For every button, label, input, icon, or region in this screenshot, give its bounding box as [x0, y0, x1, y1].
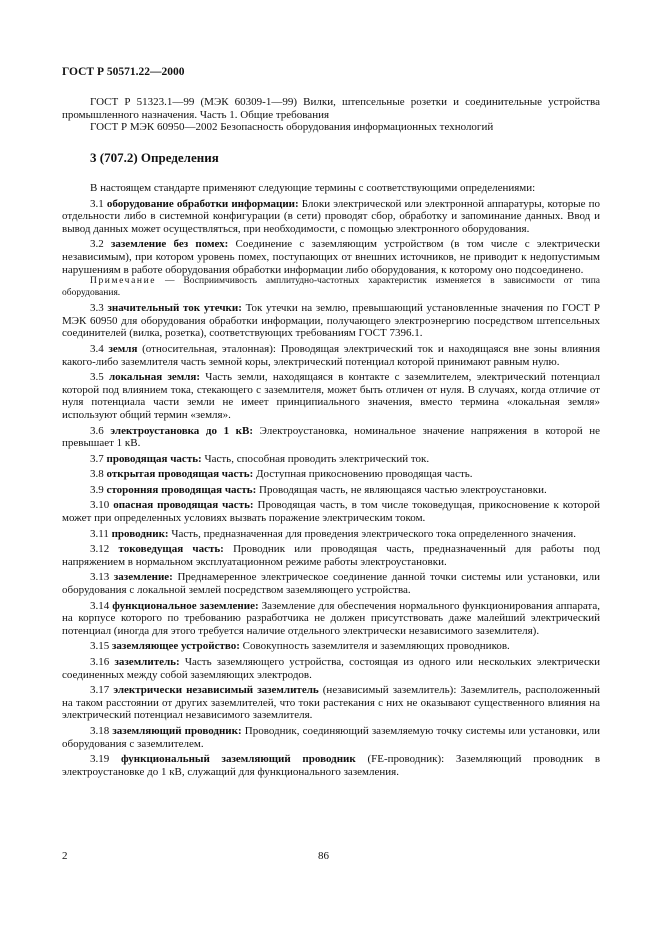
definition-number: 3.6: [90, 424, 104, 437]
definition-item: [62, 198, 600, 236]
definition-item: [62, 302, 600, 340]
definition-number: 3.1: [90, 197, 104, 210]
definition-term: значительный ток утечки:: [107, 302, 242, 315]
definition-text: Блоки электрической или электронной аппаратуры, которые по отдельности либо в системной конфигурации (в сети) проводят сбор, обработку и запоминание данных. Ввод и вывод данных может осуществляться, при необходимости, с помощью электронного оборудования.: [62, 197, 601, 235]
definition-number: 3.18: [90, 724, 110, 737]
definition-term: сторонняя проводящая часть:: [106, 483, 257, 496]
definition-text: Проводник, соединяющий заземляемую точку системы или установки, или оборудования с заземлителем.: [62, 724, 600, 750]
definition-text: (независимый заземлитель): Заземлитель, расположенный на таком расстоянии от других заземлителей, что токи растекания с них не оказывают существенного влияния на электрический потенциал независимого заземлителя.: [62, 684, 601, 722]
definition-number: 3.10: [90, 499, 110, 512]
definition-text: Доступная прикосновению проводящая часть.: [256, 468, 473, 481]
definition-item: [62, 343, 600, 368]
definition-text: Проводящая часть, не являющаяся частью электроустановки.: [259, 483, 547, 496]
definition-term: заземляющее устройство:: [112, 640, 240, 653]
definition-item: [62, 484, 600, 497]
definition-text: Часть, способная проводить электрический ток.: [204, 452, 430, 465]
definition-item: [62, 528, 600, 541]
reference-item: ГОСТ Р МЭК 60950—2002 Безопасность оборудования информационных технологий: [90, 121, 494, 134]
definition-text: Проводник или проводящая часть, предназначенный для работы под напряжением в нормальном эксплуатационном режиме работы электроустановки.: [62, 543, 600, 568]
definition-text: Преднамеренное электрическое соединение данной точки системы или установки, или оборудования с локальной землей посредством заземляющего устройства.: [62, 571, 601, 597]
definition-item: [62, 640, 600, 653]
definition-number: 3.7: [90, 452, 104, 465]
definition-item: [62, 238, 600, 276]
definition-number: 3.16: [90, 656, 110, 668]
definition-text: (FE-проводник): Заземляющий проводник в электроустановке до 1 кВ, служащий для функционального заземления.: [62, 753, 601, 778]
definition-item: [62, 725, 600, 750]
definition-text: Совокупность заземлителя и заземляющих проводников.: [242, 640, 510, 653]
definition-number: 3.17: [90, 684, 110, 697]
definition-item: [62, 753, 600, 778]
definition-item: [62, 600, 600, 638]
references-block: [62, 96, 600, 134]
definition-term: земля: [108, 342, 138, 355]
definition-term: электрически независимый заземлитель: [113, 684, 319, 697]
definition-text: Часть, предназначенная для проведения электрического тока определенного значения.: [171, 527, 576, 540]
definition-term: заземление без помех:: [110, 238, 229, 251]
definition-term: заземлитель:: [114, 656, 180, 668]
definition-item: [62, 425, 600, 450]
definition-number: 3.5: [90, 371, 104, 384]
definition-term: оборудование обработки информации:: [106, 197, 299, 210]
definition-number: 3.19: [90, 753, 110, 766]
definition-item: [62, 684, 600, 722]
definition-number: 3.2: [90, 238, 104, 251]
definition-item: [62, 656, 600, 681]
definition-number: 3.9: [90, 483, 104, 496]
document-header: ГОСТ Р 50571.22—2000: [62, 66, 185, 78]
note-text: — Восприимчивость амплитудно-частотных характеристик изменяется в зависимости от типа оборудования.: [62, 276, 600, 298]
definition-text: Ток утечки на землю, превышающий установленные значения по ГОСТ Р МЭК 60950 для оборудования обработки информации, получающего электроэнергию посредством штепсельных соединителей (вилка, розетка), соответствующих требованиям ГОСТ 7396.1.: [62, 302, 601, 340]
definition-item: [62, 453, 600, 466]
definition-text: Часть земли, находящаяся в контакте с заземлителем, электрический потенциал которой под влиянием тока, стекающего с заземлителя, может быть отличен от нуля. В случаях, когда отличие от нуля потенциала части земли не имеет принципиального значения, вместо термина «локальная земля» используют общий термин «земля».: [62, 371, 601, 421]
definition-text: Соединение с заземляющим устройством (в том числе с электрически независимым), при котором уровень помех, поступающих от внешних источников, не приводит к недопустимым нарушениям в работе оборудования обработки информации либо оборудования, к которому оно подсоединено.: [62, 238, 601, 276]
definition-term: электроустановка до 1 кВ:: [110, 424, 254, 437]
definition-item: [62, 499, 600, 524]
reference-item: ГОСТ Р 51323.1—99 (МЭК 60309-1—99) Вилки, штепсельные розетки и соединительные устройства промышленного назначения. Часть 1. Общие требования: [62, 96, 600, 121]
definitions-body: [62, 182, 600, 778]
definition-number: 3.14: [90, 599, 110, 612]
definition-term: функциональный заземляющий проводник: [120, 753, 356, 766]
definition-term: функциональное заземление:: [112, 599, 259, 612]
definition-term: токоведущая часть:: [118, 543, 224, 556]
definition-number: 3.11: [90, 527, 109, 540]
note-paragraph: [62, 276, 600, 299]
definitions-list-1: [62, 198, 600, 277]
note-label: Примечание: [90, 276, 157, 287]
definition-number: 3.12: [90, 543, 110, 556]
definition-term: открытая проводящая часть:: [106, 468, 254, 481]
definition-term: заземление:: [113, 571, 173, 584]
definition-number: 3.15: [90, 640, 110, 653]
section-title: 3 (707.2) Определения: [90, 150, 219, 165]
definition-number: 3.4: [90, 342, 104, 355]
definition-item: [62, 543, 600, 568]
definition-text: Часть заземляющего устройства, состоящая из одного или нескольких электрически соединенных между собой заземляющих электродов.: [62, 656, 601, 681]
page-number-left: 2: [62, 850, 68, 862]
definition-item: [62, 571, 600, 596]
definition-text: (относительная, эталонная): Проводящая электрический ток и находящаяся вне зоны влияния какого-либо заземлителя часть земной коры, электрический потенциал которой принимают равным нулю.: [62, 342, 601, 368]
definition-term: заземляющий проводник:: [112, 724, 242, 737]
definitions-list-2: [62, 302, 600, 778]
definition-term: локальная земля:: [109, 371, 201, 384]
definition-number: 3.8: [90, 468, 104, 481]
definition-term: опасная проводящая часть:: [113, 499, 254, 512]
definition-text: Проводящая часть, в том числе токоведущая, прикосновение к которой может при определенных условиях вызвать поражение электрическим током.: [62, 499, 600, 525]
definition-number: 3.3: [90, 302, 104, 315]
definition-number: 3.13: [90, 571, 110, 584]
page-number-center: 86: [318, 850, 329, 862]
definition-item: [62, 468, 600, 481]
definition-text: Заземление для обеспечения нормального функционирования аппарата, на корпусе которого по требованию разработчика не должен присутствовать даже малейший электрический потенциал (иногда для этого требуется наличие отдельного электрически независимого заземлителя).: [62, 599, 600, 637]
intro-paragraph: В настоящем стандарте применяют следующие термины с соответствующими определениями:: [90, 182, 536, 194]
definition-term: проводящая часть:: [106, 452, 202, 465]
definition-text: Электроустановка, номинальное значение напряжения в которой не превышает 1 кВ.: [62, 424, 601, 450]
definition-term: проводник:: [111, 527, 169, 540]
definition-item: [62, 371, 600, 421]
